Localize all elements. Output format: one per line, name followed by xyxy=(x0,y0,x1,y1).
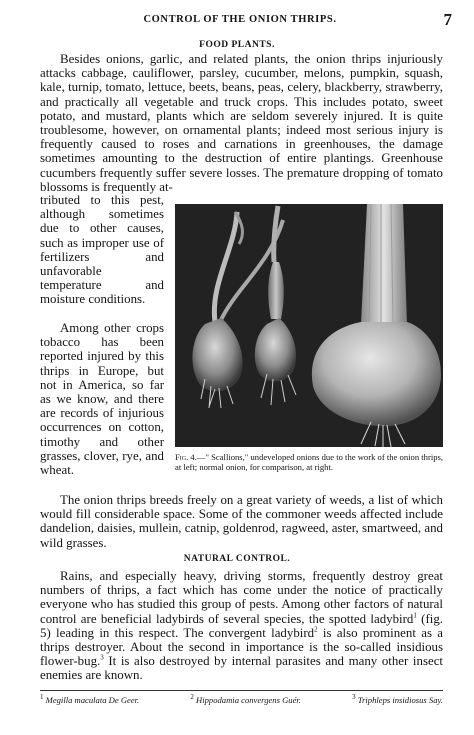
section-heading-food-plants: FOOD PLANTS. xyxy=(199,40,275,50)
paragraph-food-plants: Besides onions, garlic, and related plants, the onion thrips injuriously attacks cabbage, cauliflower, parsley, cucumber, melons, pumpkin, squash, kale, turnip, tomato, lettuce, beets, beans, peas, celery, blackberry, strawberry, and practically all vegetable and truck crops. This includes potato, sweet potato, and mustard, plants which are seldom severely injured. It is quite troublesome, however, on ornamental plants; indeed most serious injury is frequently caused to roses and carnations in greenhouses, the damage sometimes amounting to the destruction of entire plantings. Greenhouse cucumbers frequently suffer severe losses. The premature dropping of tomato blossoms is frequently at- xyxy=(40,52,443,194)
footnotes xyxy=(40,695,443,706)
figure-caption xyxy=(175,452,443,473)
figure-label: Fig. 4. xyxy=(175,452,197,462)
footnote-1-number: 1 xyxy=(40,693,44,702)
footnote-1 xyxy=(40,695,139,706)
footnote-1-text: Megilla maculata De Geer. xyxy=(45,695,140,705)
paragraph-other-crops: Among other crops tobacco has been reported injured by this thrips in Europe, but not in America, so far as we know, and there are records of injurious occurrences on cotton, timothy and other grasses, clover, rye, and wheat. xyxy=(40,321,164,478)
footnote-3-number: 3 xyxy=(352,693,356,702)
running-header xyxy=(40,10,452,34)
footnote-3 xyxy=(352,695,443,706)
footnote-ref-3: 3 xyxy=(100,653,104,662)
running-title: CONTROL OF THE ONION THRIPS. xyxy=(143,14,337,25)
natural-control-text-a: Rains, and especially heavy, driving storms, frequently destroy great numbers of thrips, a fact which has come under the notice of practically everyone who has studied this group of pests. Among other factors of natural control are beneficial ladybirds of several species, the spotted ladybird xyxy=(40,569,443,626)
page-number: 7 xyxy=(443,10,452,29)
figure-onion-photo xyxy=(175,204,443,447)
paragraph-natural-control xyxy=(40,569,443,683)
footnote-2-text: Hippodamia convergens Guér. xyxy=(196,695,301,705)
footnote-ref-2: 2 xyxy=(314,625,318,634)
paragraph-weeds: The onion thrips breeds freely on a great variety of weeds, a list of which would fill considerable space. Some of the commoner weeds affected include dandelion, daisies, mullein, catnip, goldenrod, ragweed, aster, smartweed, and wild grasses. xyxy=(40,493,443,550)
footnote-3-text: Triphleps insidiosus Say. xyxy=(357,695,443,705)
footnote-2-number: 2 xyxy=(190,693,194,702)
natural-control-text-c: is also prominent as a thrips destroyer. About the second in importance is the so-called insidious flower-bug. xyxy=(40,625,443,669)
figure-caption-text: —" Scallions," undeveloped onions due to the work of the onion thrips, at left; normal onion, for comparison, at right. xyxy=(175,452,443,473)
onion-photo-illustration xyxy=(175,204,443,447)
footnote-divider xyxy=(40,690,443,691)
natural-control-text-b: (fig. 5) leading in this respect. The convergent ladybird xyxy=(40,611,443,640)
paragraph-food-plants-continued: tributed to this pest, although sometimes due to other causes, such as improper use of fertilizers and unfavorable temperature and moisture conditions. xyxy=(40,193,164,307)
footnote-ref-1: 1 xyxy=(413,611,417,620)
section-heading-natural-control: NATURAL CONTROL. xyxy=(183,554,291,564)
footnote-2 xyxy=(190,695,301,706)
natural-control-text-d: It is also destroyed by internal parasites and many other insect enemies are known. xyxy=(40,654,443,683)
